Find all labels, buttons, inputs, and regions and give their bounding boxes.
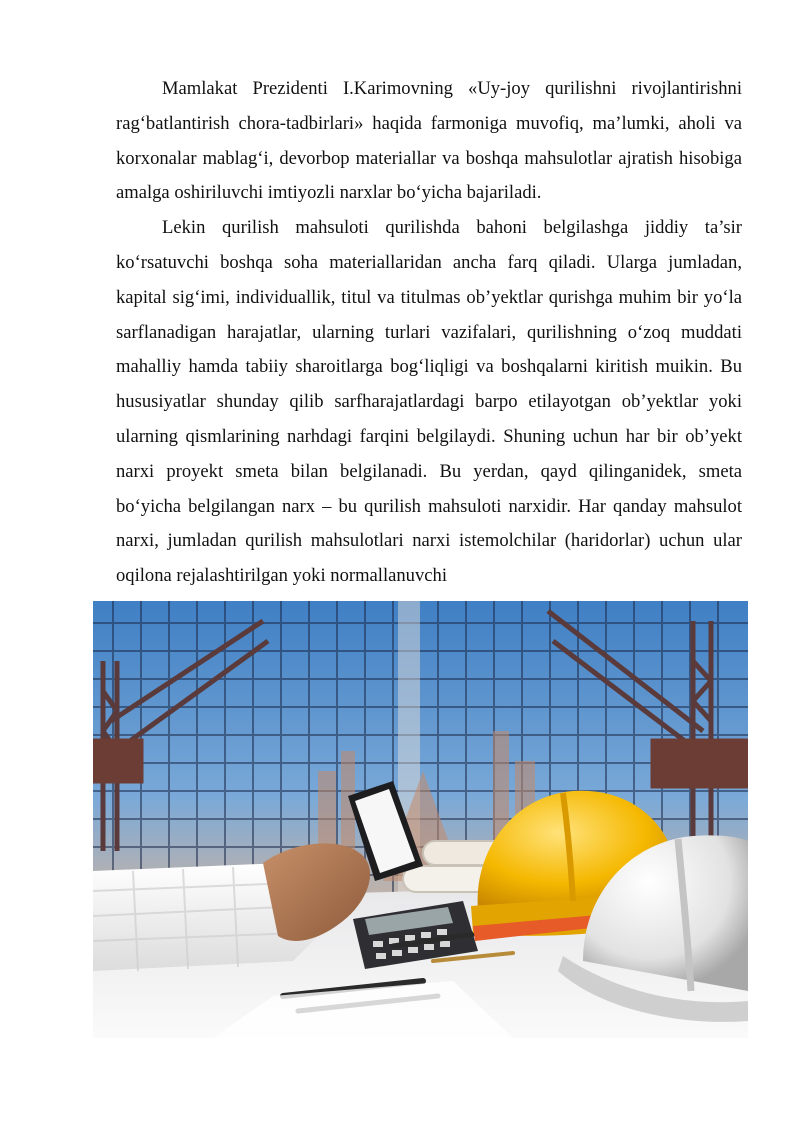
construction-illustration: [93, 601, 748, 1038]
paragraph-1: Mamlakat Prezidenti I.Karimovning «Uy-joy qurilishni rivojlantirishni rag‘batlantirish chora-tadbirlari» haqida farmoniga muvofiq, ma’lumki, aholi va korxonalar mablag‘i, devorbop materiallar va boshqa mahsulotlar ajratish hisobiga amalga oshiriluvchi imtiyozli narxlar bo‘yicha bajariladi.: [116, 78, 742, 204]
construction-photo-graphic: [93, 601, 748, 1038]
body-text: [116, 72, 742, 594]
paragraph-2: Lekin qurilish mahsuloti qurilishda bahoni belgilashga jiddiy ta’sir ko‘rsatuvchi boshqa soha materiallaridan ancha farq qiladi. Ularga jumladan, kapital sig‘imi, individuallik, titul va titulmas ob’yektlar qurishga muhim bir yo‘la sarflanadigan harajatlar, ularning turlari vazifalari, qurilishning o‘zoq muddati mahalliy hamda tabiiy sharoitlarga bog‘liqligi va boshqalarni kiritish muikin. Bu hususiyatlar shunday qilib sarfharajatlardagi barpo etilayotgan ob’yektlar yoki ularning qismlarining narhdagi farqini belgilaydi. Shuning uchun har bir ob’yekt narxi proyekt smeta bilan belgilanadi. Bu yerdan, qayd qilinganidek, smeta bo‘yicha belgilangan narx – bu qurilish mahsuloti narxidir. Har qanday mahsulot narxi, jumladan qurilish mahsulotlari narxi istemolchilar (haridorlar) uchun ular oqilona rejalashtirilgan yoki normallanuvchi: [116, 217, 742, 587]
